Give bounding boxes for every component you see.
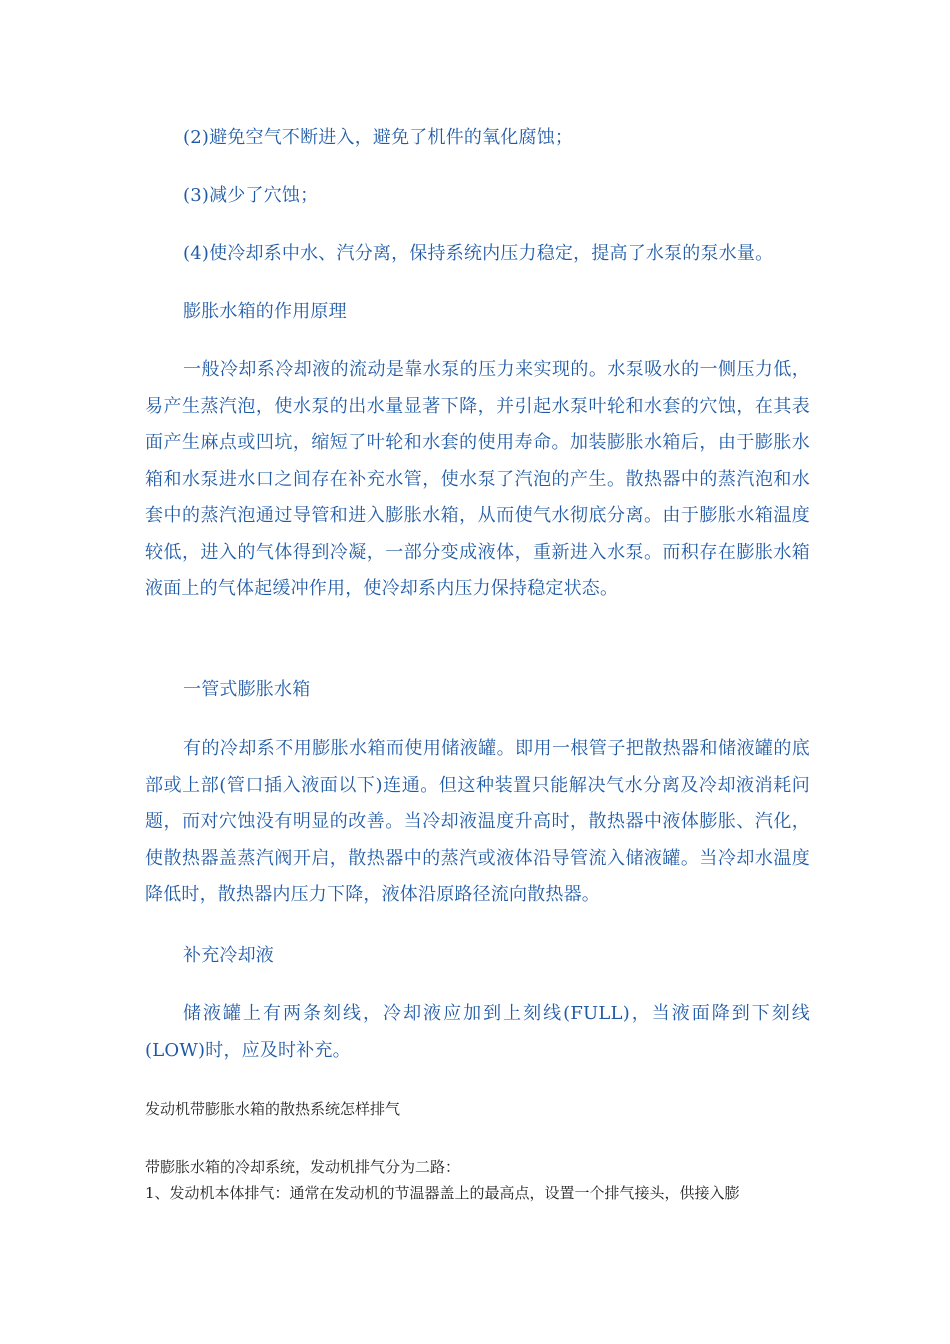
list-item-3: (3)减少了穴蚀；: [183, 185, 319, 206]
exhaust-item-1: 1、发动机本体排气：通常在发动机的节温器盖上的最高点，设置一个排气接头，供接入膨: [145, 1184, 740, 1202]
exhaust-intro: 带膨胀水箱的冷却系统，发动机排气分为二路：: [145, 1158, 461, 1176]
heading-principle: 膨胀水箱的作用原理: [183, 301, 347, 322]
paragraph-principle: 一般冷却系冷却液的流动是靠水泵的压力来实现的。水泵吸水的一侧压力低，易产生蒸汽泡，使水泵的出水量显著下降，并引起水泵叶轮和水套的穴蚀，在其表面产生麻点或凹坑，缩短了叶轮和水套的使用寿命。加装膨胀水箱后，由于膨胀水箱和水泵进水口之间存在补充水管，使水泵了汽泡的产生。散热器中的蒸汽泡和水套中的蒸汽泡通过导管和进入膨胀水箱，从而使气水彻底分离。由于膨胀水箱温度较低，进入的气体得到冷凝，一部分变成液体，重新进入水泵。而积存在膨胀水箱液面上的气体起缓冲作用，使冷却系内压力保持稳定状态。: [145, 359, 810, 599]
paragraph-refill: 储液罐上有两条刻线，冷却液应加到上刻线(FULL)，当液面降到下刻线(LOW)时，应及时补充。: [145, 1003, 810, 1061]
list-item-4: (4)使冷却系中水、汽分离，保持系统内压力稳定，提高了水泵的泵水量。: [183, 243, 774, 264]
section-title-exhaust: 发动机带膨胀水箱的散热系统怎样排气: [145, 1100, 401, 1118]
paragraph-single-tube: 有的冷却系不用膨胀水箱而使用储液罐。即用一根管子把散热器和储液罐的底部或上部(管口插入液面以下)连通。但这种装置只能解决气水分离及冷却液消耗问题，而对穴蚀没有明显的改善。当冷却液温度升高时，散热器中液体膨胀、汽化，使散热器盖蒸汽阀开启，散热器中的蒸汽或液体沿导管流入储液罐。当冷却水温度降低时，散热器内压力下降，液体沿原路径流向散热器。: [145, 738, 810, 905]
heading-single-tube: 一管式膨胀水箱: [183, 679, 311, 700]
heading-refill: 补充冷却液: [183, 945, 274, 966]
list-item-2: (2)避免空气不断进入，避免了机件的氧化腐蚀；: [183, 127, 574, 148]
